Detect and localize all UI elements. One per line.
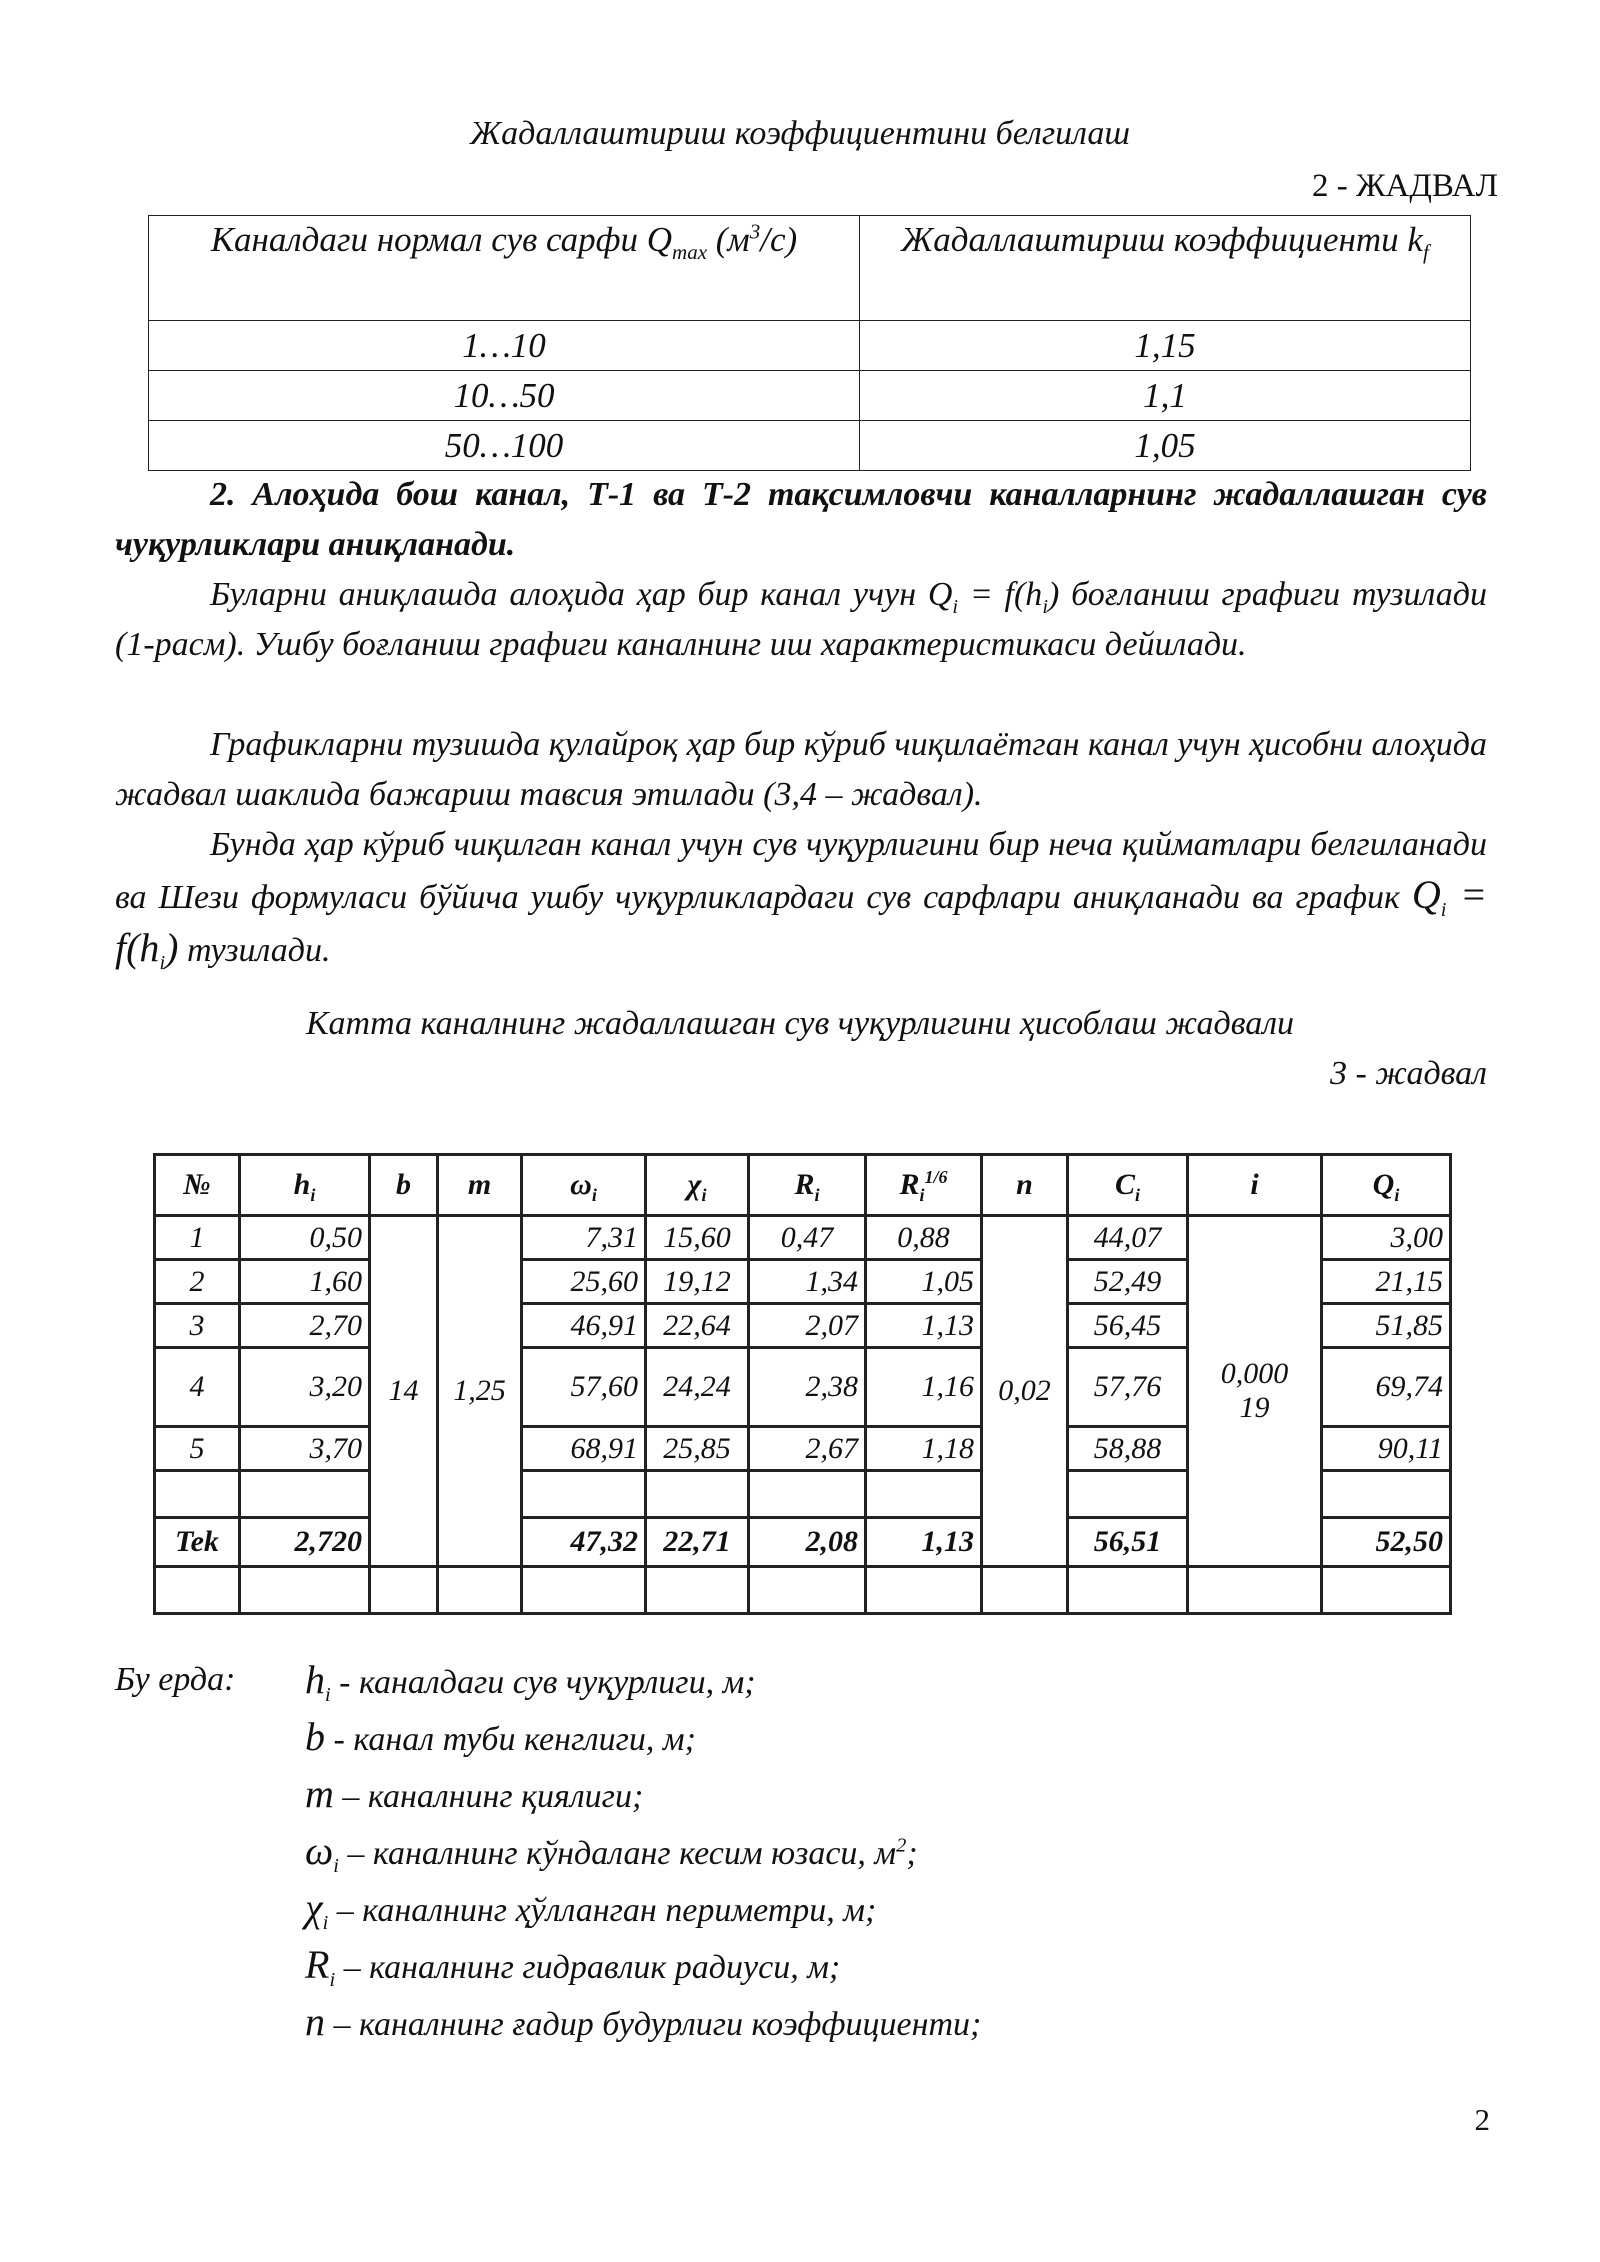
legend-item-h: $h_i$ - каналдаги сув чуқурлиги, м; xyxy=(305,1657,756,1706)
section-heading: 2. Алоҳида бош канал, Т-1 ва Т-2 тақсимловчи каналларнинг жадаллашган сув чуқурликлари аниқланади. xyxy=(115,476,1487,563)
table2-title: Жадаллаштириш коэффициентини белгилаш xyxy=(470,115,1130,152)
table-row-total: Tek 2,720 47,32 22,71 2,08 1,13 56,51 52,50 xyxy=(155,1518,1451,1567)
header-m: m xyxy=(438,1155,522,1216)
b-value: 14 xyxy=(370,1216,438,1567)
table2-label: 2 - ЖАДВАЛ xyxy=(1311,168,1498,204)
header-chi: $\chi_i$ xyxy=(646,1155,749,1216)
paragraph-1: Буларни аниқлашда алоҳида ҳар бир канал учун $Q_i = f(h_i)$ боғланиш графиги тузилади (1-расм). Ушбу боғланиш графиги каналнинг иш характеристикаси дейилади. xyxy=(115,576,1487,663)
legend-item-R: $R_i$ – каналнинг гидравлик радиуси, м; xyxy=(305,1942,841,1991)
table-row: 1 0,50 14 1,25 7,31 15,60 0,47 0,88 0,02 44,07 0,000 19 3,00 xyxy=(155,1216,1451,1260)
table-row xyxy=(149,421,1471,471)
table-row xyxy=(149,371,1471,421)
header-h: $h_i$ xyxy=(240,1155,370,1216)
m-value: 1,25 xyxy=(438,1216,522,1567)
header-coefficient: Жадаллаштириш коэффициенти $k_f$ xyxy=(860,216,1471,321)
table-header-row xyxy=(155,1155,1451,1216)
table-row-empty xyxy=(155,1567,1451,1614)
legend-item-b: b - канал туби кенглиги, м; xyxy=(305,1714,696,1759)
header-n: n xyxy=(982,1155,1068,1216)
header-Q: $Q_i$ xyxy=(1322,1155,1451,1216)
legend-item-n: n – каналнинг ғадир будурлиги коэффициенти; xyxy=(305,1999,982,2044)
table-row: 3 2,70 46,91 22,64 2,07 1,13 56,45 51,85 xyxy=(155,1304,1451,1348)
legend-item-omega: $\omega_i$ – каналнинг кўндаланг кесим юзаси, $м^2$; xyxy=(305,1828,918,1877)
header-R16: $R_i^{1/6}$ xyxy=(866,1155,982,1216)
table3-title: Катта каналнинг жадаллашган сув чуқурлигини ҳисоблаш жадвали xyxy=(305,1005,1295,1042)
legend-lead: Бу ерда: xyxy=(115,1661,236,1698)
page-number: 2 xyxy=(1474,2102,1490,2137)
table-row xyxy=(149,321,1471,371)
legend-item-chi: $\chi_i$ – каналнинг ҳўлланган периметри, м; xyxy=(305,1885,877,1934)
calculation-table xyxy=(153,1153,1452,1615)
n-value: 0,02 xyxy=(982,1216,1068,1567)
table-row: 2 1,60 25,60 19,12 1,34 1,05 52,49 21,15 xyxy=(155,1260,1451,1304)
header-b: b xyxy=(370,1155,438,1216)
header-C: $C_i$ xyxy=(1068,1155,1188,1216)
range-cell: 10…50 xyxy=(149,371,860,421)
coef-cell: 1,15 xyxy=(860,321,1471,371)
i-value: 0,000 19 xyxy=(1188,1216,1322,1567)
paragraph-3: Бунда ҳар кўриб чиқилган канал учун сув чуқурлигини бир неча қийматлари белгиланади ва Шези формуласи бўйича ушбу чуқурликлардаги сув сарфлари аниқланади ва график $Q_i = f(h_i)$ тузилади. xyxy=(115,826,1487,974)
coef-cell: 1,1 xyxy=(860,371,1471,421)
header-R: $R_i$ xyxy=(749,1155,866,1216)
legend-item-m: m – каналнинг қиялиги; xyxy=(305,1771,644,1816)
range-cell: 50…100 xyxy=(149,421,860,471)
table-header-row xyxy=(149,216,1471,321)
table-row: 5 3,70 68,91 25,85 2,67 1,18 58,88 90,11 xyxy=(155,1427,1451,1471)
coef-cell: 1,05 xyxy=(860,421,1471,471)
table3-label: 3 - жадвал xyxy=(1329,1055,1487,1092)
header-i: i xyxy=(1188,1155,1322,1216)
table-row: 4 3,20 57,60 24,24 2,38 1,16 57,76 69,74 xyxy=(155,1348,1451,1427)
header-flow-rate: Каналдаги нормал сув сарфи $Q_{max}$ $(м^3/с)$ xyxy=(149,216,860,321)
header-no: № xyxy=(155,1155,240,1216)
header-omega: $\omega_i$ xyxy=(522,1155,646,1216)
paragraph-2: Графикларни тузишда қулайроқ ҳар бир кўриб чиқилаётган канал учун ҳисобни алоҳида жадвал шаклида бажариш тавсия этилади (3,4 – жадвал). xyxy=(115,726,1487,813)
range-cell: 1…10 xyxy=(149,321,860,371)
coefficient-table xyxy=(148,215,1471,471)
